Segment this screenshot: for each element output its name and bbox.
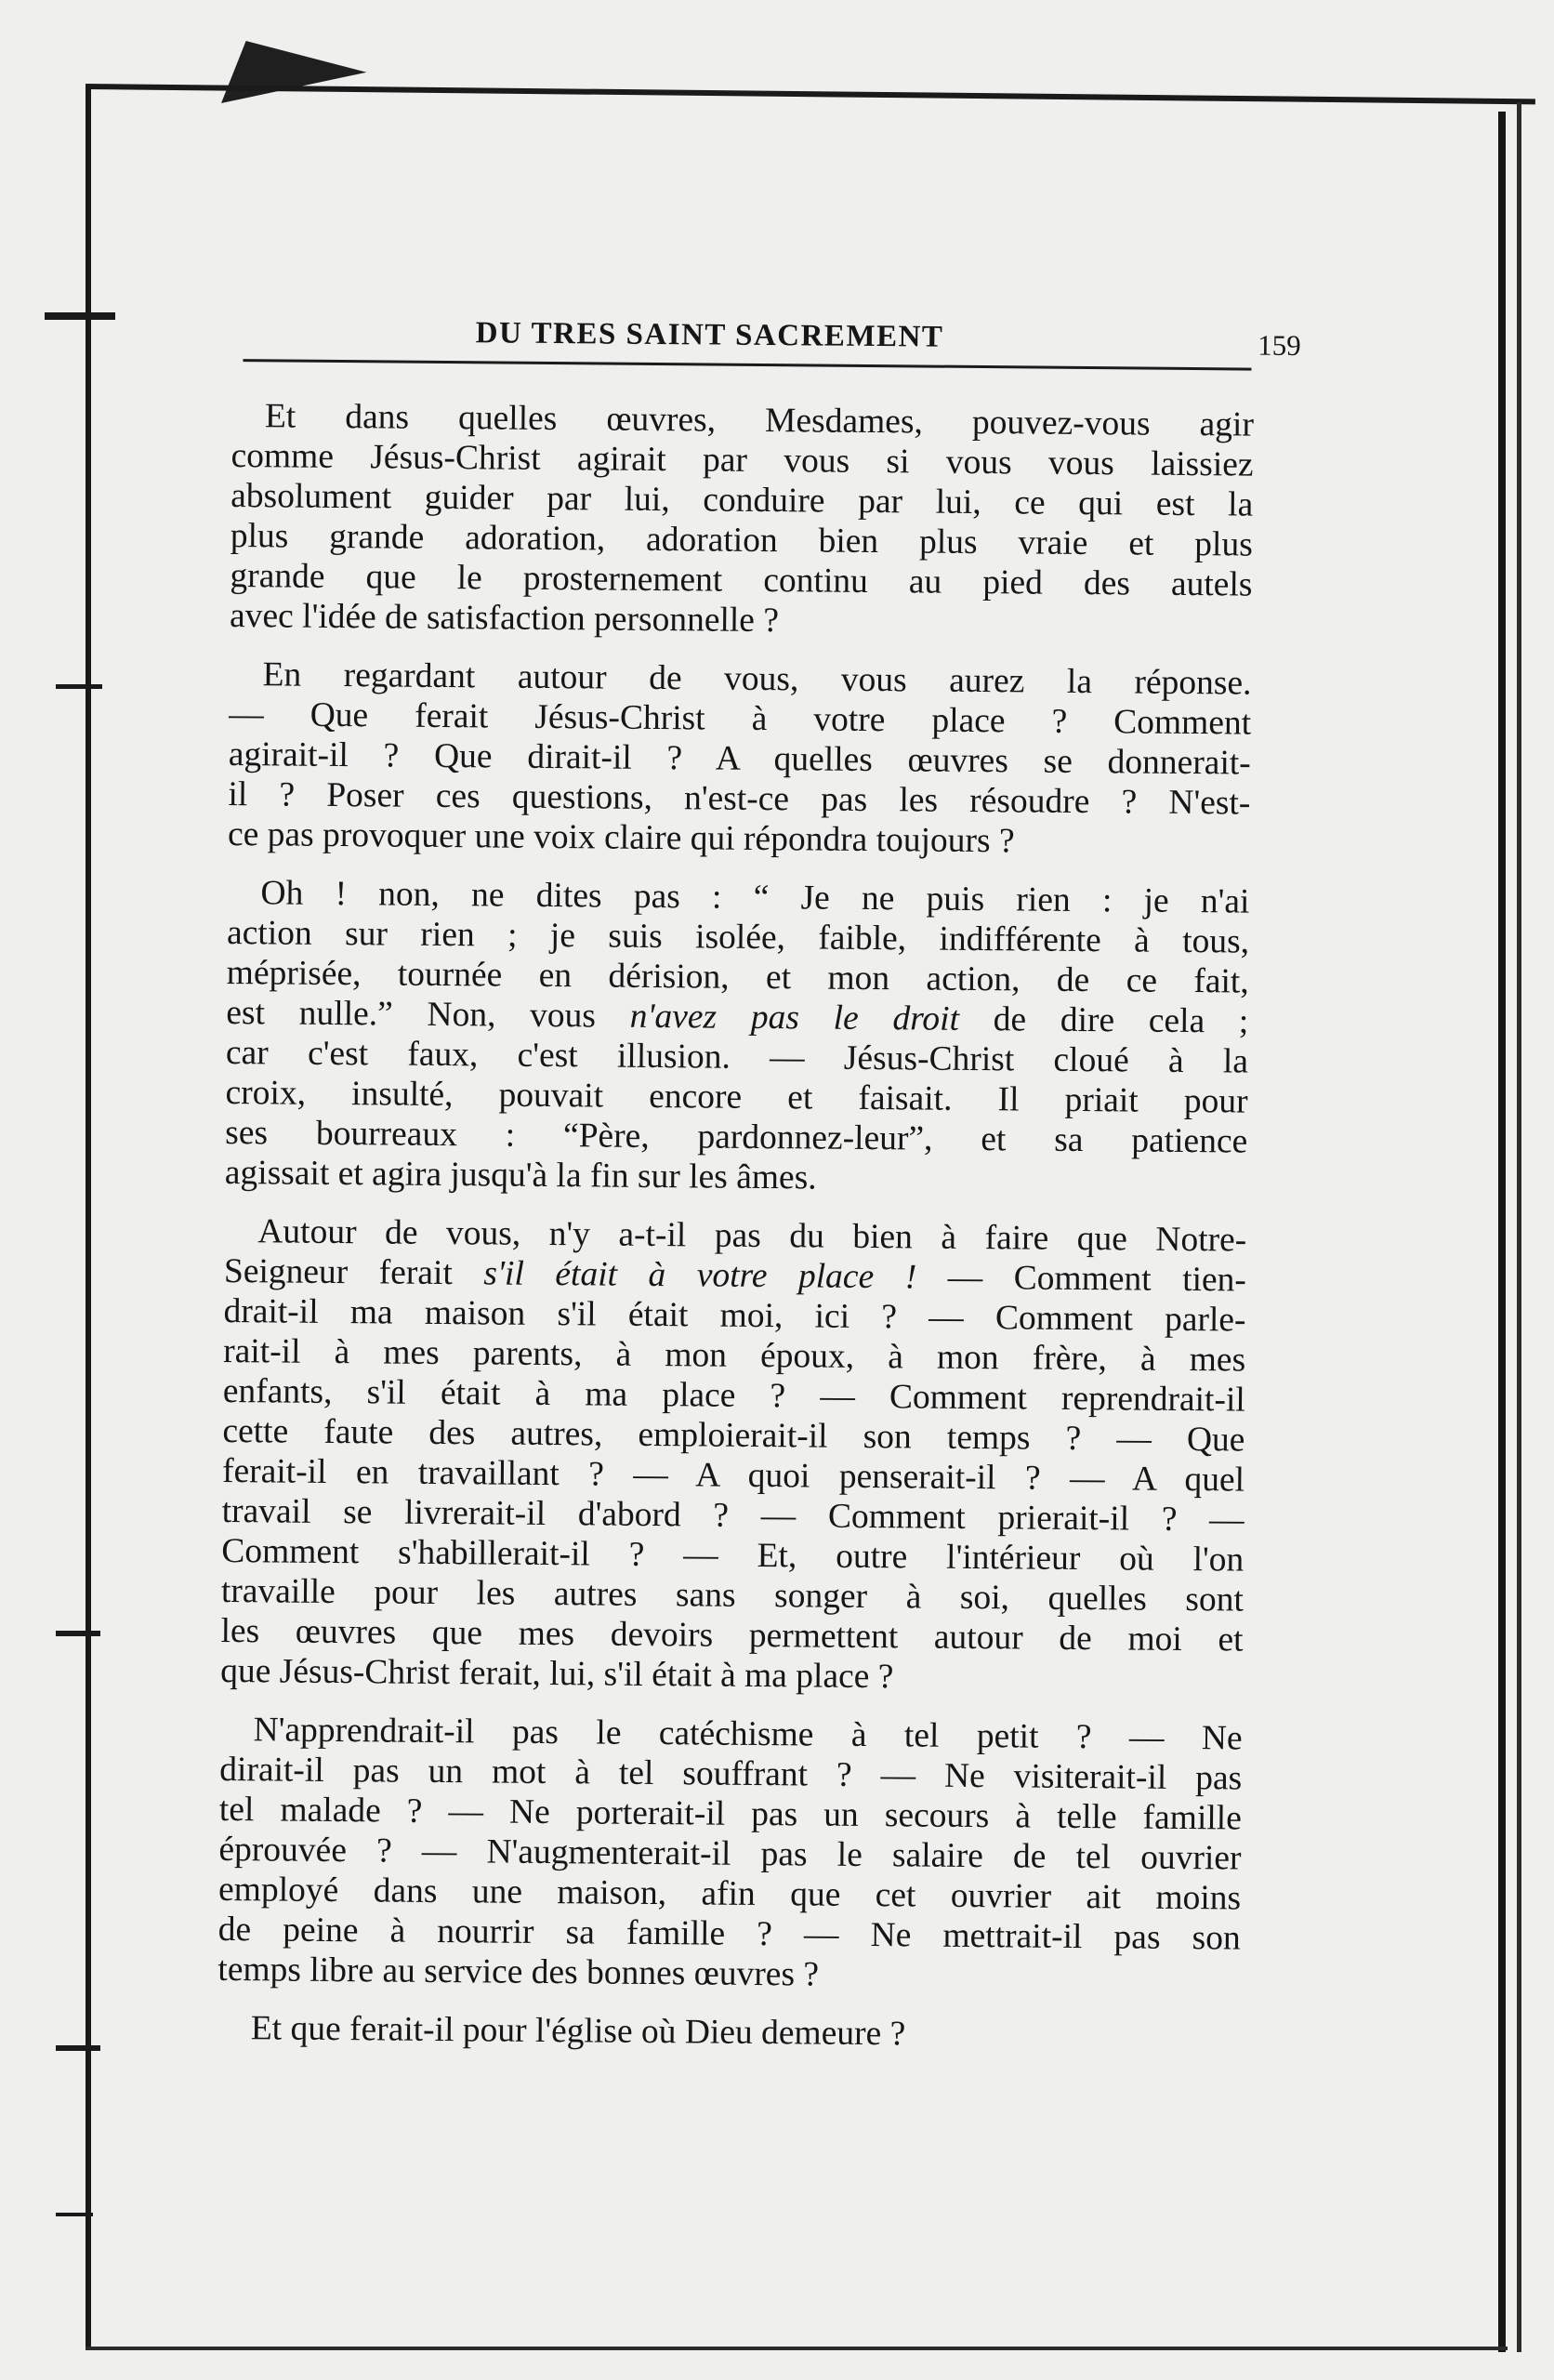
binding-mark <box>45 312 115 320</box>
text-line: cette faute des autres, emploierait-il son temps ? — Que <box>222 1411 1245 1460</box>
text-line: croix, insulté, pouvait encore et faisait. Il priait pour <box>225 1073 1248 1121</box>
text-line: tel malade ? — Ne porterait-il pas un secours à telle famille <box>218 1790 1243 1838</box>
paragraph <box>230 396 1254 645</box>
text-line: les œuvres que mes devoirs permettent autour de moi et <box>220 1611 1244 1659</box>
text-line: — Que ferait Jésus-Christ à votre place ? Comment <box>228 694 1252 743</box>
binding-mark <box>56 684 102 689</box>
text-line: ferait-il en travaillant ? — A quoi penserait-il ? — A quel <box>221 1451 1245 1500</box>
text-line: comme Jésus-Christ agirait par vous si vous vous laissiez <box>230 436 1254 484</box>
paragraph <box>225 873 1250 1202</box>
page-right-edge <box>1498 112 1506 2352</box>
text-line: drait-il ma maison s'il était moi, ici ? — Comment parle- <box>223 1291 1246 1340</box>
header-rule <box>243 359 1251 370</box>
running-title: DU TRES SAINT SACREMENT <box>475 316 944 354</box>
text-line: est nulle.” Non, vous n'avez pas le droit de dire cela ; <box>226 993 1249 1041</box>
text-line: car c'est faux, c'est illusion. — Jésus-Christ cloué à la <box>225 1033 1249 1081</box>
text-line: En regardant autour de vous, vous aurez la réponse. <box>262 655 1252 703</box>
text-line: méprisée, tournée en dérision, et mon action, de ce fait, <box>226 953 1249 1001</box>
paragraph <box>220 1211 1246 1700</box>
text-line: agirait-il ? Que dirait-il ? A quelles œuvres se donnerait- <box>228 734 1251 783</box>
text-line: avec l'idée de satisfaction personnelle ? <box>229 596 780 641</box>
text-line: Autour de vous, n'y a-t-il pas du bien à faire que Notre- <box>257 1212 1247 1260</box>
page-right-edge-shadow <box>1517 102 1521 2352</box>
text-line: N'apprendrait-il pas le catéchisme à tel petit ? — Ne <box>253 1711 1243 1758</box>
text-line: grande que le prosternement continu au pied des autels <box>230 556 1253 604</box>
binding-mark <box>56 2213 93 2216</box>
page-number: 159 <box>1258 328 1301 363</box>
paragraph <box>217 1710 1243 1999</box>
text-line: dirait-il pas un mot à tel souffrant ? — Ne visiterait-il pas <box>219 1750 1243 1798</box>
text-line: temps libre au service des bonnes œuvres ? <box>217 1950 820 1994</box>
text-line: que Jésus-Christ ferait, lui, s'il était à ma place ? <box>220 1651 894 1697</box>
binding-mark <box>56 1631 100 1636</box>
text-line: Et que ferait-il pour l'église où Dieu demeure ? <box>250 2009 906 2054</box>
book-page <box>217 307 1301 2076</box>
page-bottom-edge <box>86 2347 1508 2350</box>
text-line: agissait et agira jusqu'à la fin sur les âmes. <box>224 1153 817 1197</box>
running-head <box>231 307 1301 372</box>
text-line: Comment s'habillerait-il ? — Et, outre l'intérieur où l'on <box>221 1531 1245 1580</box>
binding-mark <box>56 2045 100 2051</box>
text-line: de peine à nourrir sa famille ? — Ne mettrait-il pas son <box>217 1910 1241 1958</box>
text-line: ce pas provoquer une voix claire qui répondra toujours ? <box>227 814 1015 861</box>
text-line: Et dans quelles œuvres, Mesdames, pouvez-vous agir <box>264 397 1255 444</box>
text-line: Seigneur ferait s'il était à votre place ! — Comment tien- <box>223 1251 1247 1300</box>
text-line: plus grande adoration, adoration bien plus vraie et plus <box>230 516 1253 564</box>
text-line: travail se livrerait-il d'abord ? — Comment prierait-il ? — <box>221 1491 1245 1540</box>
text-line: éprouvée ? — N'augmenterait-il pas le salaire de tel ouvrier <box>218 1830 1242 1878</box>
text-line: absolument guider par lui, conduire par lui, ce qui est la <box>230 476 1254 524</box>
paragraph <box>217 2008 1240 2057</box>
text-line: ses bourreaux : “Père, pardonnez-leur”, et sa patience <box>225 1113 1248 1161</box>
text-line: rait-il à mes parents, à mon époux, à mon frère, à mes <box>223 1331 1246 1380</box>
text-line: enfants, s'il était à ma place ? — Comment reprendrait-il <box>222 1371 1245 1420</box>
page-left-edge <box>86 88 91 2347</box>
text-line: action sur rien ; je suis isolée, faible, indifférente à tous, <box>226 913 1250 961</box>
text-line: il ? Poser ces questions, n'est-ce pas les résoudre ? N'est- <box>228 774 1251 823</box>
text-line: travaille pour les autres sans songer à soi, quelles sont <box>220 1571 1245 1620</box>
paragraph <box>228 654 1252 864</box>
body-text <box>217 396 1254 2057</box>
text-line: Oh ! non, ne dites pas : “ Je ne puis rien : je n'ai <box>260 874 1250 921</box>
text-line: employé dans une maison, afin que cet ouvrier ait moins <box>217 1870 1242 1918</box>
